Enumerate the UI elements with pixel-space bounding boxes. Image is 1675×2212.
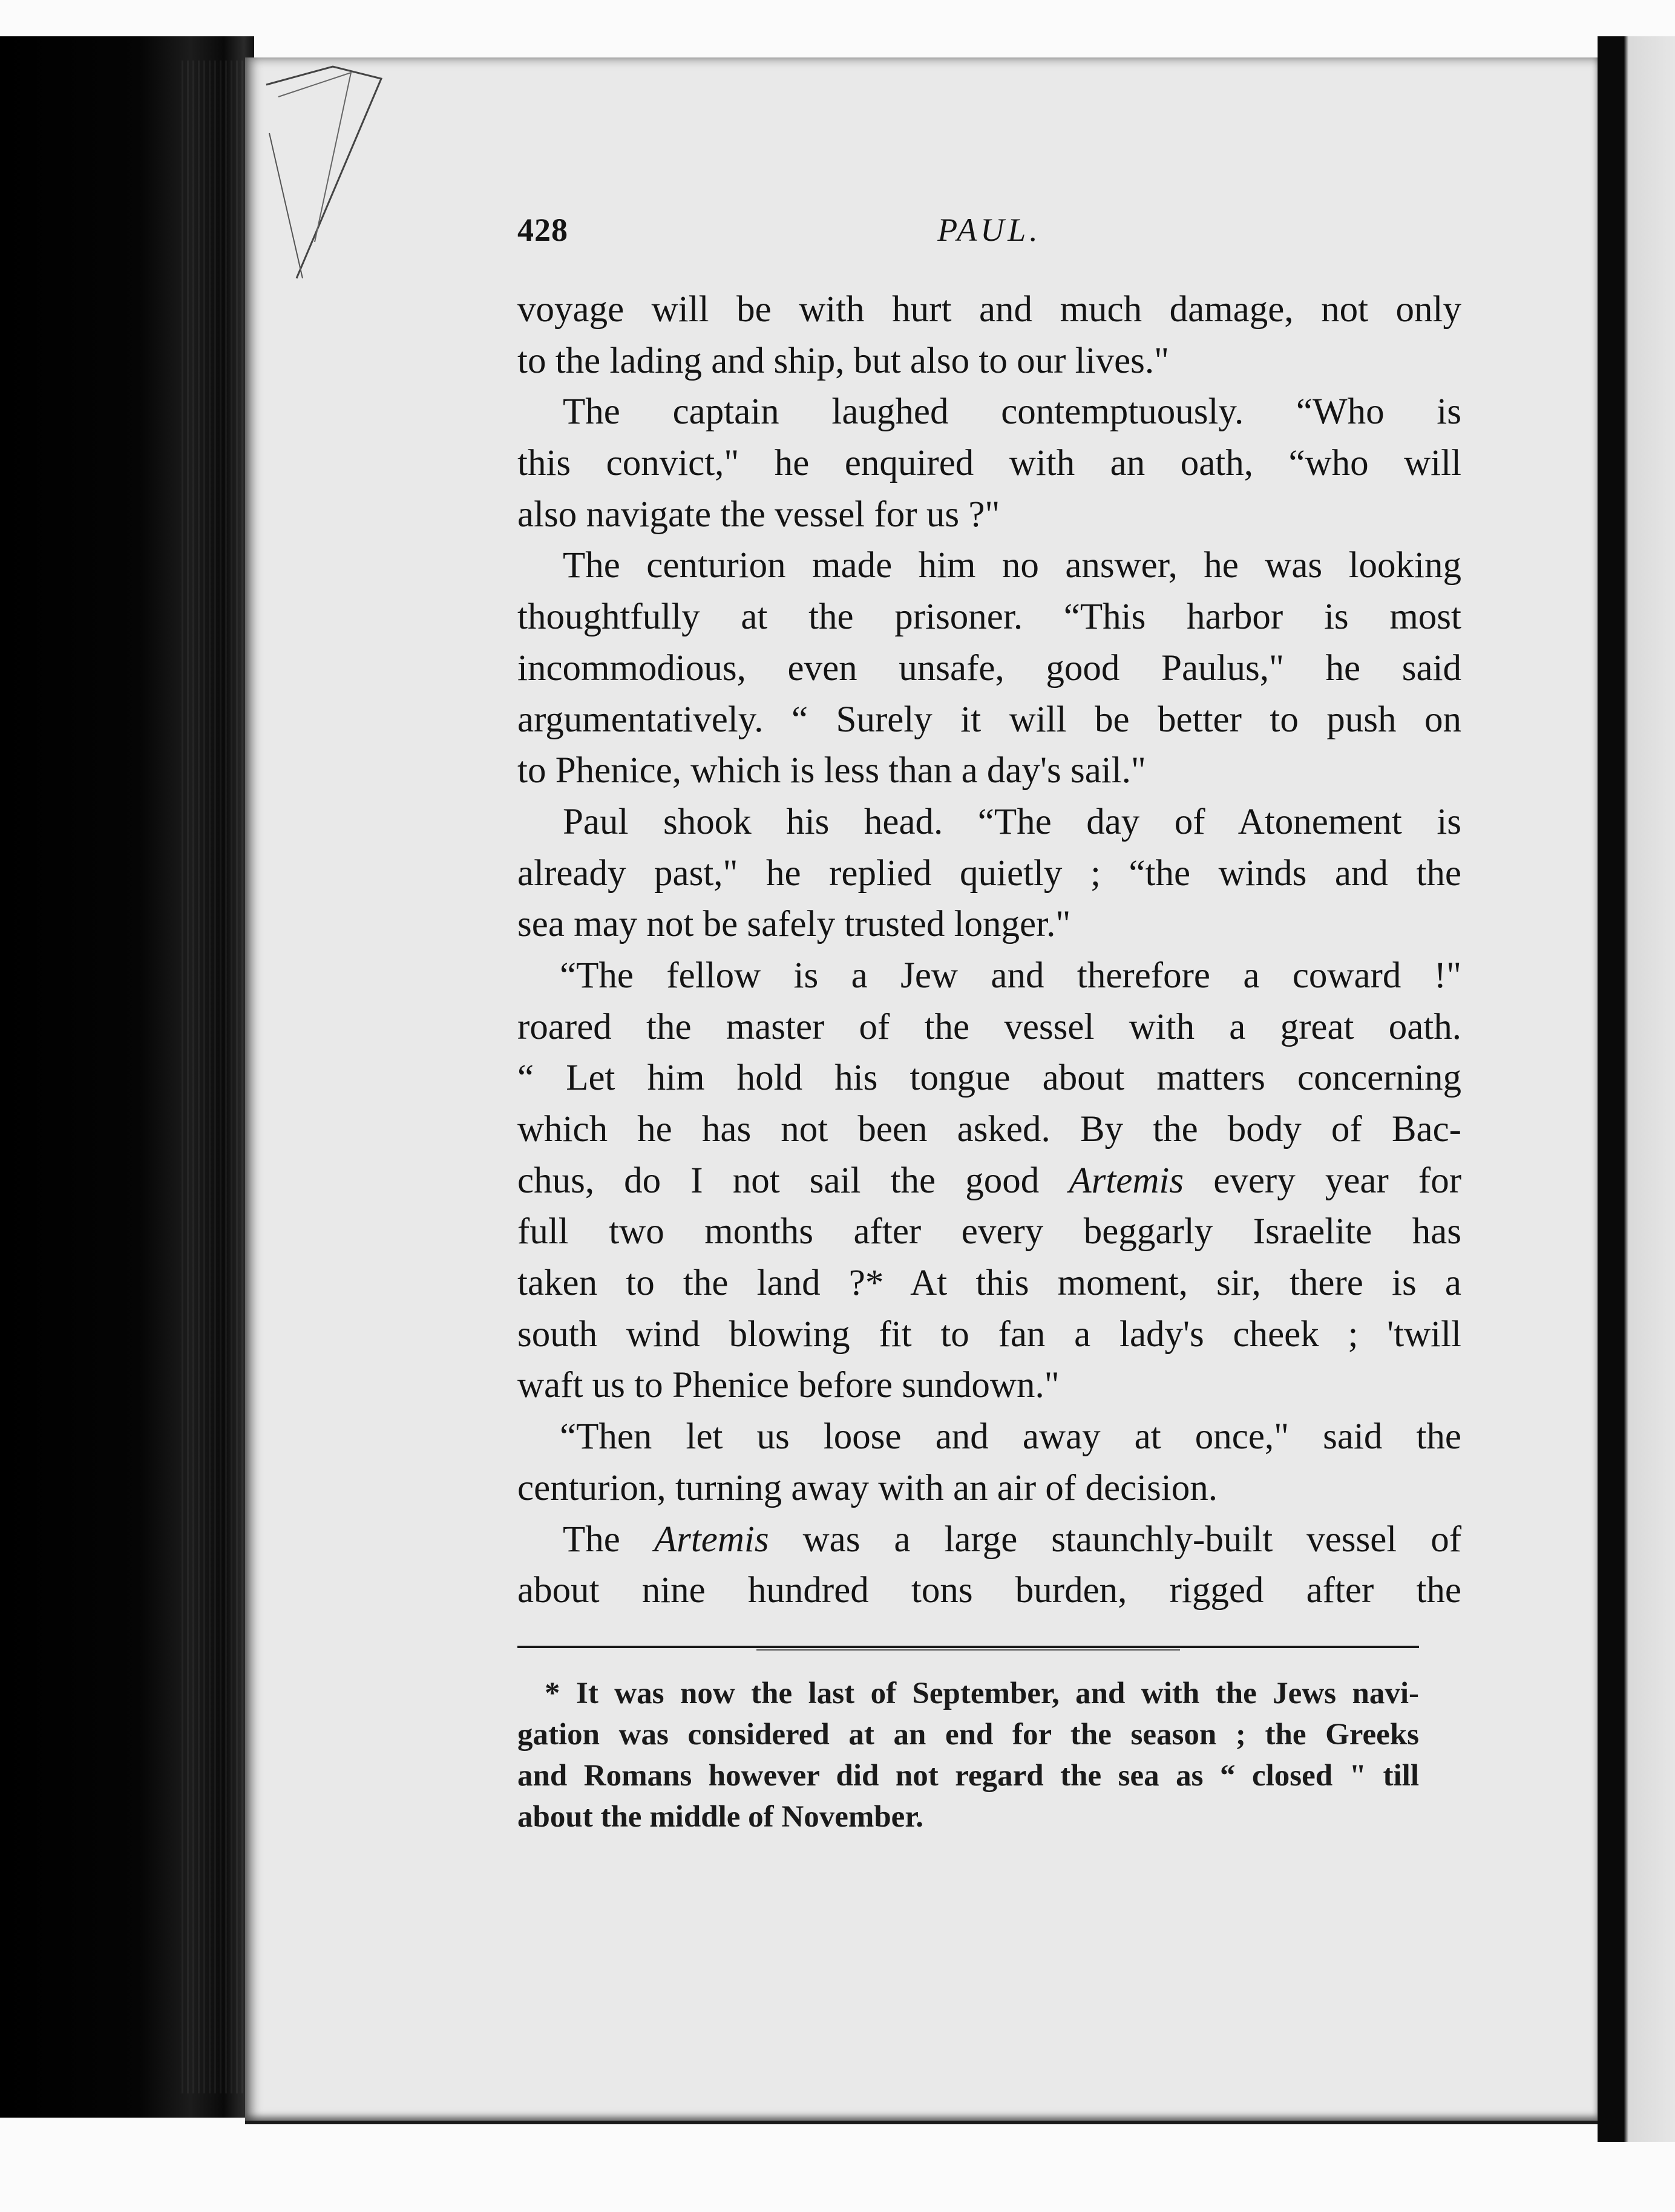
ship-name-italic: Artemis (654, 1519, 769, 1560)
text-segment: The (563, 1519, 620, 1560)
text-line: argumentatively. “ Surely it will be better to push on (517, 699, 1461, 740)
text-line: “The fellow is a Jew and therefore a coward !" (560, 955, 1461, 996)
folded-corner-marks (260, 61, 393, 290)
text-line: The captain laughed contemptuously. “Who is (563, 391, 1461, 433)
text-line: already past," he replied quietly ; “the winds and the (517, 852, 1461, 894)
text-line: sea may not be safely trusted longer." (517, 904, 1071, 945)
text-line: taken to the land ?* At this moment, sir, there is a (517, 1263, 1461, 1304)
text-line: to the lading and ship, but also to our lives." (517, 340, 1170, 381)
footnote-line: and Romans however did not regard the sea as “ closed " till (517, 1759, 1419, 1793)
text-line: incommodious, even unsafe, good Paulus," he said (517, 647, 1461, 689)
text-line: this convict," he enquired with an oath, “who will (517, 443, 1461, 484)
facing-page-edge (1598, 36, 1675, 2142)
page-edges (182, 61, 254, 2093)
text-segment: every year for (1213, 1160, 1462, 1201)
page-header (517, 206, 1461, 254)
running-head: PAUL. (937, 212, 1041, 248)
text-line: voyage will be with hurt and much damage, not only (517, 289, 1461, 330)
text-line: south wind blowing fit to fan a lady's cheek ; 'twill (517, 1314, 1461, 1355)
text-line: waft us to Phenice before sundown." (517, 1365, 1060, 1406)
text-line: “ Let him hold his tongue about matters concerning (517, 1058, 1461, 1099)
footnote-rule-secondary (756, 1649, 1180, 1651)
ship-name-italic: Artemis (1069, 1160, 1184, 1201)
text-line (517, 1514, 1461, 1566)
text-line: full two months after every beggarly Israelite has (517, 1211, 1461, 1252)
text-line: to Phenice, which is less than a day's sail." (517, 750, 1146, 791)
footnote-rule (517, 1646, 1419, 1648)
text-line: The centurion made him no answer, he was looking (563, 545, 1461, 586)
body-text (517, 284, 1461, 1617)
text-line: Paul shook his head. “The day of Atonement is (563, 801, 1461, 842)
text-line: centurion, turning away with an air of decision. (517, 1467, 1218, 1508)
text-line: thoughtfully at the prisoner. “This harbor is most (517, 597, 1461, 638)
page-number: 428 (517, 212, 568, 248)
text-line: which he has not been asked. By the body of Bac- (517, 1109, 1461, 1150)
text-line: also navigate the vessel for us ?" (517, 494, 1000, 535)
footnote-line: * It was now the last of September, and with the Jews navi- (545, 1677, 1419, 1710)
footnote-line: about the middle of November. (517, 1800, 924, 1834)
text-segment: was a large staunchly-built vessel of (802, 1519, 1462, 1560)
text-segment: chus, do I not sail the good (517, 1160, 1040, 1201)
text-line: roared the master of the vessel with a great oath. (517, 1006, 1461, 1047)
footnote (517, 1673, 1419, 1837)
text-line (517, 1156, 1461, 1207)
footnote-line: gation was considered at an end for the season ; the Greeks (517, 1718, 1419, 1752)
text-line: about nine hundred tons burden, rigged after the (517, 1570, 1461, 1611)
text-line: “Then let us loose and away at once," said the (560, 1416, 1461, 1458)
